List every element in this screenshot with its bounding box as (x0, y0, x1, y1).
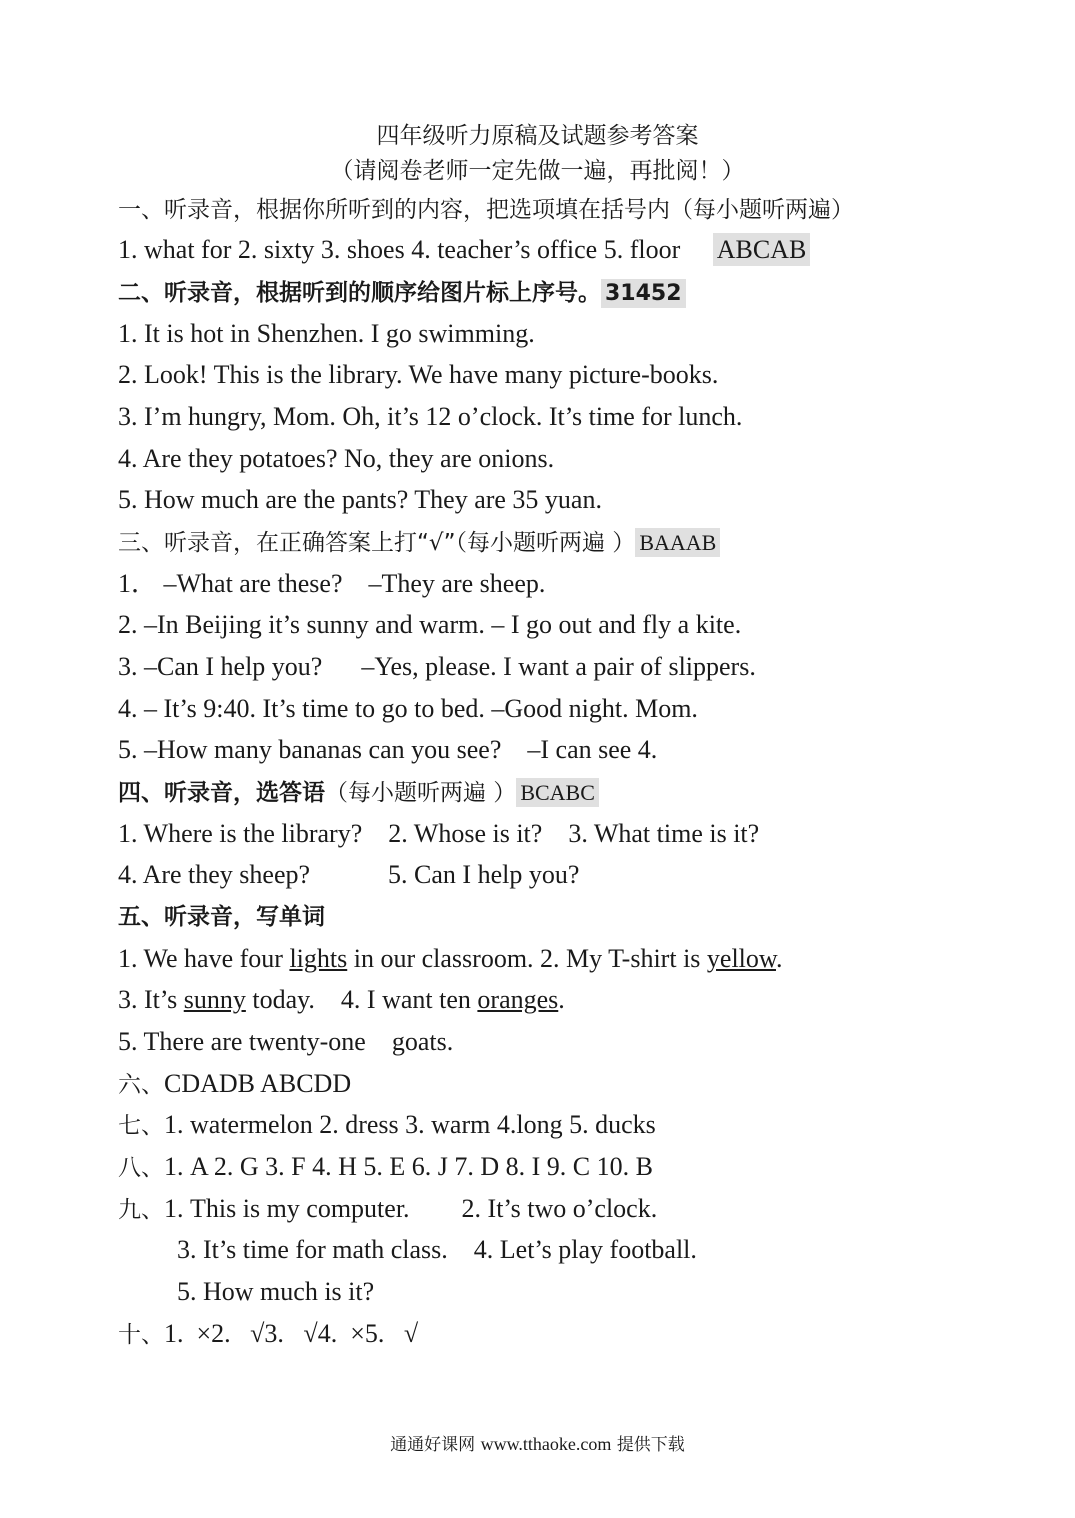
section4-heading-note: （每小题听两遍 ） (325, 780, 517, 806)
section10-number: 十、 (118, 1322, 164, 1348)
section5-answer-word: sunny (183, 985, 246, 1014)
section9-line (118, 1193, 657, 1226)
section3-item: 1． –What are these? –They are sheep. (118, 569, 546, 598)
section5-text: . (775, 944, 783, 973)
section1-heading: 一、听录音，根据你所听到的内容，把选项填在括号内（每小题听两遍） (118, 197, 854, 223)
section10-answers: 1. ×2. √3. √4. ×5. √ (164, 1319, 419, 1348)
section3-heading: 三、听录音，在正确答案上打“√”（每小题听两遍 ） (118, 530, 636, 556)
section10-line (118, 1318, 418, 1351)
section4-line: 1. Where is the library? 2. Whose is it? 3. What time is it? (118, 819, 760, 848)
section8-answers: 1. A 2. G 3. F 4. H 5. E 6. J 7. D 8. I 9. C 10. B (164, 1152, 653, 1181)
section5-text: 3. It’s (118, 985, 184, 1014)
section2-item: 5. How much are the pants? They are 35 yuan. (118, 485, 602, 514)
section8-number: 八、 (118, 1155, 164, 1181)
section1-line (118, 234, 810, 266)
section7-answers: 1. watermelon 2. dress 3. warm 4.long 5. ducks (164, 1110, 656, 1139)
page-subtitle: （请阅卷老师一定先做一遍，再批阅！） (330, 158, 745, 184)
footer-url[interactable]: www.tthaoke.com (480, 1434, 612, 1454)
section3-item: 2. –In Beijing it’s sunny and warm. – I go out and fly a kite. (118, 610, 742, 639)
section3-item: 4. – It’s 9:40. It’s time to go to bed. –Good night. Mom. (118, 694, 698, 723)
section5-heading: 五、听录音，写单词 (118, 904, 325, 930)
section5-text: in our classroom. 2. My T-shirt is (347, 944, 707, 973)
section6-number: 六、 (118, 1072, 164, 1098)
section9-line: 5. How much is it? (177, 1277, 375, 1306)
section5-text: . (558, 985, 565, 1014)
section9-number: 九、 (118, 1197, 164, 1223)
section2-answer: 31452 (601, 279, 686, 308)
section1-text: 1. what for 2. sixty 3. shoes 4. teacher’s office 5. floor (118, 235, 681, 264)
section3-item: 3. –Can I help you? –Yes, please. I want a pair of slippers. (118, 652, 756, 681)
section5-answer-word: oranges (477, 985, 559, 1014)
page-footer (0, 1430, 1075, 1455)
section5-answer-word: lights (289, 944, 348, 973)
section9-line: 3. It’s time for math class. 4. Let’s play football. (177, 1235, 697, 1264)
section5-text: 1. We have four (118, 944, 290, 973)
section5-line (118, 984, 565, 1016)
section7-line (118, 1109, 656, 1142)
section3-heading-line (118, 526, 720, 559)
section4-heading: 四、听录音，选答语 (118, 780, 325, 806)
footer-suffix: 提供下载 (616, 1435, 685, 1455)
section6-line (118, 1068, 351, 1101)
footer-site-name: 通通好课网 (390, 1435, 476, 1455)
section9-answers: 1. This is my computer. 2. It’s two o’clock. (164, 1194, 658, 1223)
page-title: 四年级听力原稿及试题参考答案 (376, 123, 699, 149)
section4-line: 4. Are they sheep? 5. Can I help you? (118, 860, 580, 889)
section2-item: 1. It is hot in Shenzhen. I go swimming. (118, 319, 535, 348)
section4-heading-line (118, 776, 599, 809)
section2-item: 2. Look! This is the library. We have many picture-books. (118, 360, 719, 389)
section5-answer-word: yellow (706, 944, 776, 973)
section5-line (118, 943, 782, 975)
section1-answer: ABCAB (713, 233, 811, 266)
section8-line (118, 1151, 653, 1184)
section2-heading: 二、听录音，根据听到的顺序给图片标上序号。 (118, 280, 601, 306)
section6-answers: CDADB ABCDD (164, 1069, 352, 1098)
section3-item: 5. –How many bananas can you see? –I can see 4. (118, 735, 658, 764)
section7-number: 七、 (118, 1113, 164, 1139)
section5-line: 5. There are twenty-one goats. (118, 1027, 454, 1056)
section4-answer: BCABC (516, 778, 599, 807)
section5-text: today. 4. I want ten (245, 985, 478, 1014)
section3-answer: BAAAB (635, 528, 720, 557)
section2-item: 4. Are they potatoes? No, they are onions. (118, 444, 555, 473)
section2-heading-line (118, 276, 686, 310)
section2-item: 3. I’m hungry, Mom. Oh, it’s 12 o’clock. It’s time for lunch. (118, 402, 743, 431)
